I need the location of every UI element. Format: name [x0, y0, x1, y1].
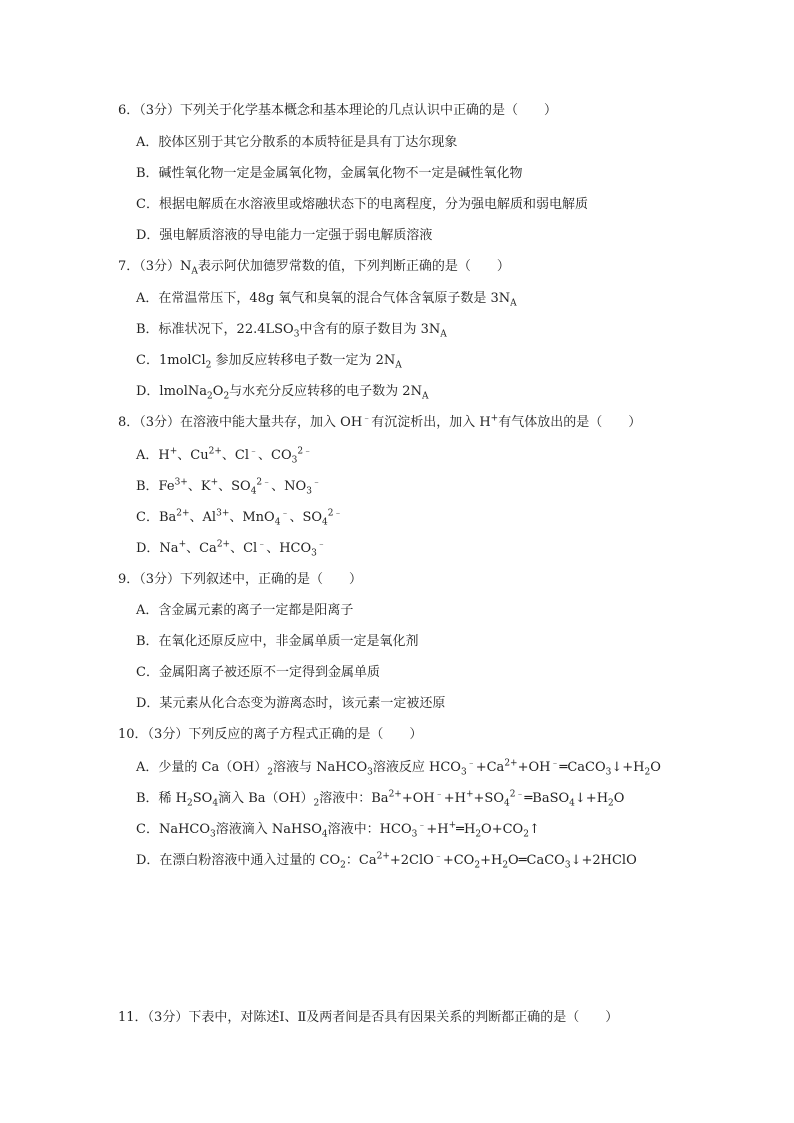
- question-9-option-a: A．含金属元素的离子一定都是阳离子: [136, 603, 354, 618]
- question-11-stem: 11．（3分）下表中，对陈述Ⅰ、Ⅱ及两者间是否具有因果关系的判断都正确的是（ ）: [118, 1010, 619, 1025]
- question-10-option-b: B．稀 $H_2SO_4$滴入 $Ba(OH)_2$溶液中：$Ba^{2+}+OH^﹣+H^++SO_4^{2﹣}═BaSO_4↓+H_2O$: [136, 789, 625, 809]
- question-10-option-a: A．少量的 $Ca(OH)_2$溶液与 NaHCO$_3$溶液反应 $HCO_3^﹣+Ca^{2+}+OH^﹣═CaCO_3↓+H_2O$: [136, 758, 661, 778]
- question-7-option-b: B．标准状况下，$22.4LSO_3$中含有的原子数目为 $3N_A$: [136, 322, 447, 340]
- question-8-option-b: B．$Fe^{3+}$、K+、$SO_4^{2﹣}$、$NO_3^﹣$: [136, 477, 321, 497]
- question-8-option-d: D．Na+、$Ca^{2+}$、Cl﹣、$HCO_3^﹣$: [136, 539, 326, 559]
- question-7-stem: 7．（3分）$N_A$表示阿伏加德罗常数的值，下列判断正确的是（ ）: [118, 259, 510, 277]
- question-6-option-d: D．强电解质溶液的导电能力一定强于弱电解质溶液: [136, 228, 433, 243]
- question-10-option-c: C．NaHCO$_3$溶液滴入 NaHSO$_4$溶液中：$HCO_3^﹣+H^+═H_2O+CO_2↑$: [136, 820, 540, 840]
- question-8-stem: 8．（3分）在溶液中能大量共存，加入 OH﹣有沉淀析出，加入 H+有气体放出的是（ ）: [118, 413, 642, 430]
- question-7-option-d: D．$lmolNa_2O_2$与水充分反应转移的电子数为 $2N_A$: [136, 384, 429, 402]
- question-10-stem: 10．（3分）下列反应的离子方程式正确的是（ ）: [118, 727, 423, 742]
- question-8-option-a: A．H+、$Cu^{2+}$、Cl﹣、$CO_3^{2﹣}$: [136, 446, 313, 466]
- question-9-option-c: C．金属阳离子被还原不一定得到金属单质: [136, 665, 380, 680]
- question-6-option-a: A．胶体区别于其它分散系的本质特征是具有丁达尔现象: [136, 135, 458, 150]
- question-6-option-c: C．根据电解质在水溶液里或熔融状态下的电离程度，分为强电解质和弱电解质: [136, 197, 588, 212]
- question-8-option-c: C．$Ba^{2+}$、$Al^{3+}$、MnO$_4$﹣、$SO_4^{2﹣}$: [136, 508, 343, 528]
- question-9-option-d: D．某元素从化合态变为游离态时，该元素一定被还原: [136, 696, 446, 711]
- question-6-option-b: B．碱性氧化物一定是金属氧化物，金属氧化物不一定是碱性氧化物: [136, 166, 523, 181]
- question-7-option-a: A．在常温常压下，48g 氧气和臭氧的混合气体含氧原子数是 $3N_A$: [136, 291, 517, 309]
- question-7-option-c: C．1molCl$_2$ 参加反应转移电子数一定为 $2N_A$: [136, 353, 402, 371]
- question-9-option-b: B．在氧化还原反应中，非金属单质一定是氧化剂: [136, 634, 419, 649]
- question-6-stem: 6．（3分）下列关于化学基本概念和基本理论的几点认识中正确的是（ ）: [118, 103, 558, 118]
- question-10-option-d: D．在漂白粉溶液中通入过量的 $CO_2$：$Ca^{2+}+2ClO^﹣+CO_2+H_2O═CaCO_3↓+2HClO$: [136, 851, 637, 871]
- question-9-stem: 9．（3分）下列叙述中，正确的是（ ）: [118, 572, 363, 587]
